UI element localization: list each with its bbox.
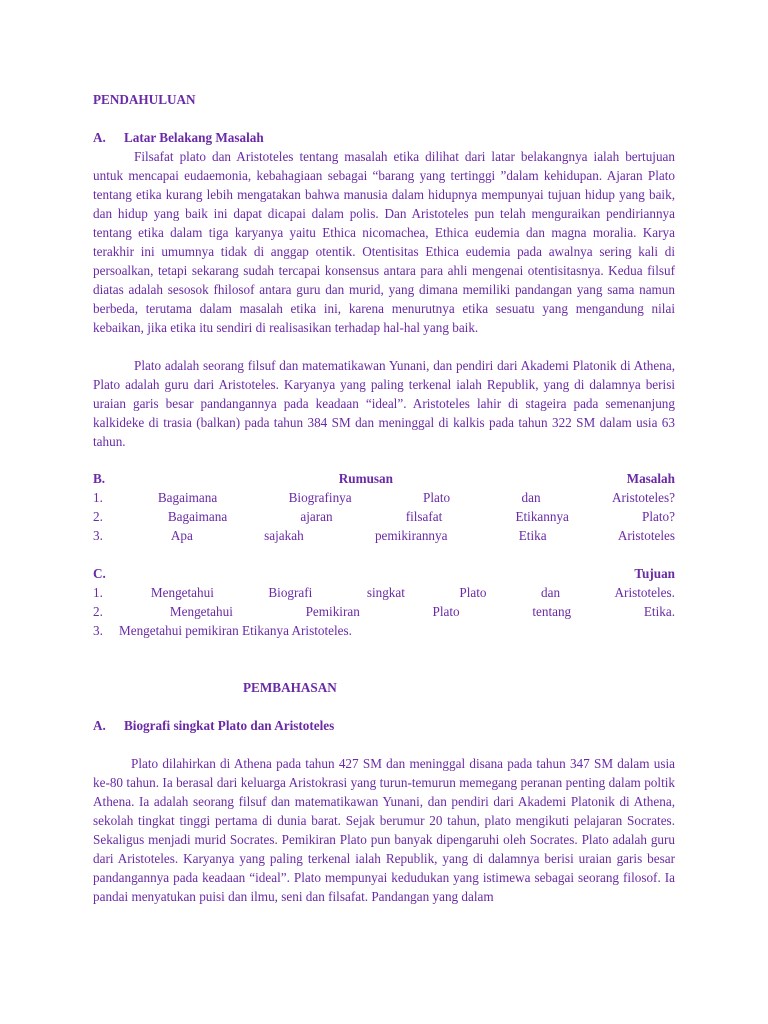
goal-item-number: 2. bbox=[93, 604, 103, 619]
problem-item-text: Bagaimana Biografinya Plato dan Aristoteles? bbox=[157, 490, 675, 505]
goal-item bbox=[93, 583, 675, 602]
discussion-a-heading bbox=[93, 716, 675, 735]
problem-item-number: 3. bbox=[93, 528, 103, 543]
biography-paragraph: Plato dilahirkan di Athena pada tahun 427 SM dan meninggal disana pada tahun 347 SM dalam usia ke-80 tahun. Ia berasal dari keluarga Aristokrasi yang turun-temurun memegang peranan penting dalam poltik Athena. Ia adalah seorang filsuf dan matematikawan Yunani, dan pendiri dari Akademi Platonik di Athena, sekolah tingkat tinggi pertama di dunia barat. Sejak berumur 20 tahun, plato mengikuti pelajaran Socrates. Sekaligus menjadi murid Socrates. Pemikiran Plato pun banyak dipengaruhi oleh Socrates. Plato adalah guru dari Aristoteles. Karyanya yang paling terkenal ialah Republik, yang di dalamnya berisi uraian garis besar pandangannya pada keadaan “ideal”. Plato mempunyai kedudukan yang istimewa sebagai seorang filosof. Ia pandai menyatukan puisi dan ilmu, seni dan filsafat. Pandangan yang dalam bbox=[93, 756, 675, 904]
problem-list bbox=[93, 488, 675, 545]
problem-item-text: Bagaimana ajaran filsafat Etikannya Plato? bbox=[167, 509, 675, 524]
goal-item-text: Mengetahui Biografi singkat Plato dan Aristoteles. bbox=[150, 585, 675, 600]
goal-list bbox=[93, 583, 675, 640]
section-b-letter: B. bbox=[93, 471, 106, 486]
goal-item-number: 3. bbox=[93, 623, 103, 638]
problem-item-number: 2. bbox=[93, 509, 103, 524]
section-a-title: Latar Belakang Masalah bbox=[124, 130, 264, 145]
heading-pendahuluan: PENDAHULUAN bbox=[93, 92, 196, 107]
section-b-heading bbox=[93, 469, 675, 488]
discussion-a-letter: A. bbox=[93, 718, 106, 733]
section-b-title-2: Masalah bbox=[626, 471, 675, 486]
problem-item-text: Apa sajakah pemikirannya Etika Aristoteles bbox=[170, 528, 675, 543]
goal-item bbox=[93, 621, 675, 640]
heading-pembahasan: PEMBAHASAN bbox=[243, 680, 337, 695]
discussion-a-title: Biografi singkat Plato dan Aristoteles bbox=[124, 718, 335, 733]
goal-item-number: 1. bbox=[93, 585, 103, 600]
background-paragraph-2: Plato adalah seorang filsuf dan matematikawan Yunani, dan pendiri dari Akademi Platonik di Athena, Plato adalah guru dari Aristoteles. Karyanya yang paling terkenal ialah Republik, yang di dalamnya berisi uraian garis besar pandangannya pada keadaan “ideal”. Aristoteles lahir di stageira pada semenanjung kalkideke di trasia (balkan) pada tahun 384 SM dan meninggal di kalkis pada tahun 322 SM dalam usia 63 tahun. bbox=[93, 358, 675, 449]
section-b-title: Rumusan bbox=[338, 471, 393, 486]
goal-item bbox=[93, 602, 675, 621]
problem-item bbox=[93, 507, 675, 526]
section-a-heading bbox=[93, 128, 675, 147]
problem-item bbox=[93, 526, 675, 545]
background-paragraph-1: Filsafat plato dan Aristoteles tentang masalah etika dilihat dari latar belakangnya ialah bertujuan untuk mencapai eudaemonia, kebahagiaan sebagai “barang yang tertinggi ”dalam kehidupan. Ajaran Plato tentang etika kurang lebih mengatakan bahwa manusia dalam hidupnya mempunyai tujuan hidup yang baik, dan hidup yang baik ini dapat dicapai dalam polis. Dan Aristoteles pun telah menguraikan pendiriannya tentang etika dalam tiga karyanya yaitu Ethica nicomachea, Ethica eudemia dan magna moralia. Karya terakhir ini umumnya tidak di anggap otentik. Otentisitas Ethica eudemia pada awalnya sering kali di persoalkan, tetapi sekarang sudah tercapai konsensus antara para ahli mengenai otentisitasnya. Kedua filsuf diatas adalah sesosok fhilosof antara guru dan murid, yang dimana memiliki pandangan yang sama namun berbeda, terutama dalam masalah etika ini, karena menurutnya etika sesuatu yang mengandung nilai kebaikan, jika etika itu sendiri di realisasikan terhadap hal-hal yang baik. bbox=[93, 149, 675, 335]
goal-item-text: Mengetahui pemikiran Etikanya Aristoteles. bbox=[119, 623, 352, 638]
section-c-letter: C. bbox=[93, 566, 106, 581]
problem-item-number: 1. bbox=[93, 490, 103, 505]
section-c-heading bbox=[93, 564, 675, 583]
problem-item bbox=[93, 488, 675, 507]
goal-item-text: Mengetahui Pemikiran Plato tentang Etika. bbox=[169, 604, 675, 619]
section-a-letter: A. bbox=[93, 130, 106, 145]
section-c-title: Tujuan bbox=[634, 566, 675, 581]
